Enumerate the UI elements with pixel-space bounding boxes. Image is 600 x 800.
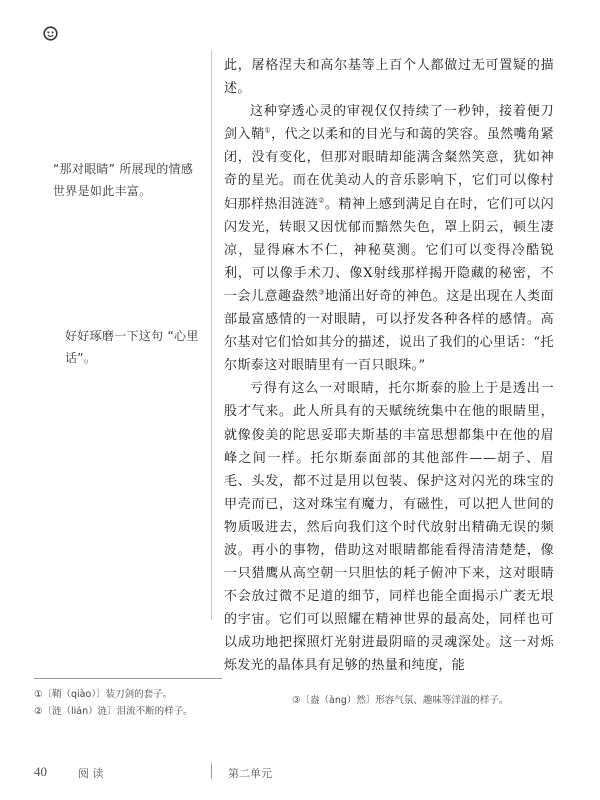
page-number: 40 (34, 764, 47, 779)
footnote-ref-1: ① (264, 126, 272, 135)
footnote-rule (34, 678, 222, 679)
unit-name: 第二单元 (228, 767, 272, 780)
footnote-2: ②〔涟（lián）涟〕泪流不断的样子。 (34, 706, 193, 717)
footnote-1: ①〔鞘（qiào）〕装刀剑的套子。 (34, 689, 173, 700)
margin-divider (211, 50, 212, 620)
paragraph-3: 亏得有这么一对眼睛，托尔斯泰的脸上于是透出一股才气来。此人所具有的天赋统统集中在他的眼睛里，就像俊美的陀思妥耶夫斯基的丰富思想都集中在他的眉峰之间一样。托尔斯泰面部的其他部件——胡子、眉毛、头发，都不过是用以包装、保护这对闪光的珠宝的甲壳而已，这对珠宝有魔力，有磁性，可以把人世间的物质吸进去，然后向我们这个时代放射出精确无误的频波。再小的事物，借助这对眼睛都能看得清清楚楚，像一只猎鹰从高空朝一只胆怯的耗子俯冲下来，这对眼睛不会放过微不足道的细节，同样也能全面揭示广袤无垠的宇宙。它们可以照耀在精神世界的最高处，同样也可以成功地把探照灯光射进最阴暗的灵魂深处。这一对烁烁发光的晶体具有足够的热量和纯度，能 (224, 381, 554, 674)
circled-smiley-icon (43, 26, 58, 41)
footer-divider (211, 763, 212, 779)
footnote-ref-3: ③ (318, 288, 326, 297)
footnote-3: ③〔盎（àng）然〕形容气氛、趣味等洋溢的样子。 (292, 695, 509, 706)
article-body (224, 54, 554, 678)
book-section-name: 阅 读 (78, 767, 104, 780)
side-note-heart-words: 好好琢磨一下这句 “心里话”。 (65, 329, 199, 365)
paragraph-1: 此，屠格涅夫和高尔基等上百个人都做过无可置疑的描述。 (224, 58, 554, 97)
footnote-ref-2: ② (318, 196, 326, 205)
paragraph-2: 这种穿透心灵的审视仅仅持续了一秒钟，接着便刀剑入鞘①，代之以柔和的目光与和蔼的笑容。虽然嘴角紧闭，没有变化，但那对眼睛却能满含粲然笑意，犹如神奇的星光。而在优美动人的音乐影响下，它们可以像村妇那样热泪涟涟②。精神上感到满足自在时，它们可以闪闪发光，转眼又因忧郁而黯然失色，罩上阴云，顿生凄凉，显得麻木不仁，神秘莫测。它们可以变得冷酷锐利，可以像手术刀、像X射线那样揭开隐藏的秘密，不一会儿意趣盎然③地涌出好奇的神色。这是出现在人类面部最富感情的一对眼睛，可以抒发各种各样的感情。高尔基对它们恰如其分的描述，说出了我们的心里话：“托尔斯泰这对眼睛里有一百只眼珠。” (224, 104, 554, 374)
side-note-eyes: “那对眼睛” 所展现的情感世界是如此丰富。 (53, 162, 194, 198)
